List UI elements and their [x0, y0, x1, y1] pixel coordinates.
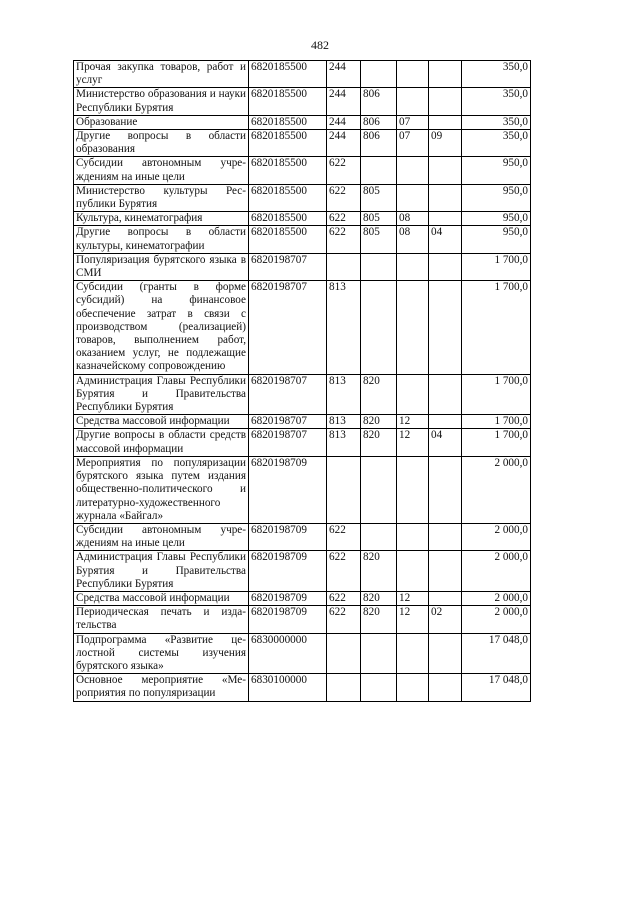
- row-name: Мероприятия по популяризации бурятского языка путем издания общественно-политического и литературно-художественного журнала «Байгал»: [76, 456, 246, 522]
- row-expense-type: 622: [329, 606, 346, 619]
- table-row: [74, 226, 531, 253]
- row-target-code: 6820198707: [251, 429, 307, 442]
- budget-table: [73, 60, 531, 702]
- table-row: [74, 130, 531, 157]
- row-amount-cell: [462, 130, 531, 157]
- row-name-cell: [74, 415, 249, 429]
- row-expense-type-cell: [327, 374, 361, 415]
- row-administrator: 820: [363, 415, 380, 428]
- row-amount: 2 000,0: [494, 606, 528, 619]
- row-name-cell: [74, 633, 249, 674]
- row-amount-cell: [462, 551, 531, 592]
- row-amount: 1 700,0: [494, 281, 528, 294]
- row-section-cell: [397, 184, 429, 211]
- row-target-code-cell: [249, 551, 327, 592]
- row-amount: 1 700,0: [494, 374, 528, 387]
- row-expense-type-cell: [327, 226, 361, 253]
- row-amount-cell: [462, 61, 531, 88]
- table-row: [74, 281, 531, 374]
- row-name: Культура, кинематография: [76, 212, 203, 225]
- row-target-code-cell: [249, 115, 327, 129]
- row-target-code-cell: [249, 633, 327, 674]
- table-row: [74, 551, 531, 592]
- row-administrator-cell: [361, 523, 397, 550]
- row-expense-type-cell: [327, 88, 361, 115]
- row-administrator-cell: [361, 415, 397, 429]
- row-name: Образование: [76, 115, 138, 128]
- row-expense-type-cell: [327, 253, 361, 280]
- row-subsection-cell: [429, 633, 462, 674]
- row-name: Прочая закупка товаров, работ и услуг: [76, 61, 246, 87]
- row-administrator: 806: [363, 130, 380, 143]
- row-expense-type-cell: [327, 429, 361, 456]
- row-target-code-cell: [249, 88, 327, 115]
- row-target-code: 6820198707: [251, 374, 307, 387]
- row-target-code-cell: [249, 61, 327, 88]
- row-name: Средства массовой информации: [76, 415, 230, 428]
- row-target-code: 6820198709: [251, 606, 307, 619]
- row-expense-type-cell: [327, 130, 361, 157]
- row-amount-cell: [462, 253, 531, 280]
- row-administrator: 820: [363, 606, 380, 619]
- row-target-code-cell: [249, 281, 327, 374]
- row-amount-cell: [462, 88, 531, 115]
- row-name-cell: [74, 157, 249, 184]
- row-administrator-cell: [361, 591, 397, 605]
- row-name-cell: [74, 115, 249, 129]
- row-name-cell: [74, 429, 249, 456]
- row-target-code-cell: [249, 157, 327, 184]
- row-target-code: 6820185500: [251, 61, 307, 73]
- row-expense-type-cell: [327, 674, 361, 701]
- row-target-code: 6820185500: [251, 157, 307, 170]
- row-expense-type: 622: [329, 157, 346, 170]
- row-section: 12: [399, 415, 411, 428]
- row-amount-cell: [462, 523, 531, 550]
- row-target-code-cell: [249, 253, 327, 280]
- row-section-cell: [397, 551, 429, 592]
- row-amount-cell: [462, 456, 531, 523]
- row-amount-cell: [462, 674, 531, 701]
- row-target-code: 6820185500: [251, 226, 307, 239]
- row-administrator-cell: [361, 88, 397, 115]
- row-name: Подпрограмма «Развитие целостной системы изучения бурятского языка»: [76, 633, 246, 672]
- row-target-code: 6820185500: [251, 88, 307, 101]
- row-subsection-cell: [429, 157, 462, 184]
- row-section-cell: [397, 281, 429, 374]
- row-section-cell: [397, 374, 429, 415]
- row-name: Министерство культуры Республики Бурятия: [76, 184, 246, 211]
- row-administrator-cell: [361, 253, 397, 280]
- row-expense-type: 813: [329, 374, 346, 387]
- row-target-code: 6820185500: [251, 184, 307, 197]
- row-administrator-cell: [361, 130, 397, 157]
- row-name-cell: [74, 674, 249, 701]
- row-subsection-cell: [429, 415, 462, 429]
- row-name: Администрация Главы Республики Бурятия и Правительства Республики Бурятия: [76, 551, 246, 590]
- row-name-cell: [74, 253, 249, 280]
- row-target-code: 6820185500: [251, 212, 307, 225]
- row-section-cell: [397, 61, 429, 88]
- row-section-cell: [397, 226, 429, 253]
- row-target-code: 6820198707: [251, 253, 307, 266]
- row-administrator-cell: [361, 281, 397, 374]
- row-amount: 1 700,0: [494, 429, 528, 442]
- table-row: [74, 212, 531, 226]
- row-subsection-cell: [429, 606, 462, 633]
- row-name-cell: [74, 130, 249, 157]
- row-name: Периодическая печать и издательства: [76, 606, 246, 632]
- row-expense-type: 244: [329, 130, 346, 143]
- row-target-code-cell: [249, 456, 327, 523]
- row-expense-type-cell: [327, 115, 361, 129]
- row-subsection: 04: [431, 226, 443, 239]
- row-name: Субсидии (гранты в форме субсидий) на финансовое обеспечение затрат в связи с производством (реализацией) товаров, выполнением работ, оказанием услуг, не подлежащие казначейскому сопровождению: [76, 281, 246, 373]
- row-name-cell: [74, 456, 249, 523]
- row-administrator: 820: [363, 429, 380, 442]
- row-name-cell: [74, 184, 249, 211]
- row-subsection-cell: [429, 523, 462, 550]
- row-administrator-cell: [361, 115, 397, 129]
- row-administrator-cell: [361, 606, 397, 633]
- row-amount: 350,0: [502, 130, 528, 143]
- row-target-code: 6820198707: [251, 281, 307, 294]
- row-amount: 350,0: [502, 115, 528, 128]
- row-section-cell: [397, 523, 429, 550]
- row-amount-cell: [462, 591, 531, 605]
- row-name: Министерство образования и науки Республики Бурятия: [76, 88, 246, 114]
- row-expense-type: 244: [329, 88, 346, 101]
- table-row: [74, 415, 531, 429]
- row-subsection: 02: [431, 606, 443, 619]
- row-section-cell: [397, 674, 429, 701]
- row-expense-type-cell: [327, 633, 361, 674]
- row-section-cell: [397, 253, 429, 280]
- row-subsection-cell: [429, 88, 462, 115]
- row-administrator: 806: [363, 115, 380, 128]
- row-expense-type: 622: [329, 226, 346, 239]
- row-amount: 1 700,0: [494, 415, 528, 428]
- row-amount: 950,0: [502, 226, 528, 239]
- table-row: [74, 115, 531, 129]
- row-section-cell: [397, 415, 429, 429]
- row-name: Администрация Главы Республики Бурятия и Правительства Республики Бурятия: [76, 374, 246, 414]
- row-target-code: 6820198709: [251, 591, 307, 604]
- table-row: [74, 374, 531, 415]
- row-subsection-cell: [429, 130, 462, 157]
- row-section-cell: [397, 212, 429, 226]
- row-expense-type-cell: [327, 61, 361, 88]
- row-expense-type: 622: [329, 551, 346, 564]
- row-expense-type-cell: [327, 157, 361, 184]
- row-subsection-cell: [429, 374, 462, 415]
- row-expense-type-cell: [327, 184, 361, 211]
- table-row: [74, 61, 531, 88]
- row-section-cell: [397, 157, 429, 184]
- row-expense-type: 622: [329, 184, 346, 197]
- row-target-code-cell: [249, 606, 327, 633]
- row-expense-type-cell: [327, 551, 361, 592]
- row-administrator-cell: [361, 456, 397, 523]
- row-amount-cell: [462, 374, 531, 415]
- row-section-cell: [397, 429, 429, 456]
- row-amount-cell: [462, 184, 531, 211]
- row-target-code-cell: [249, 429, 327, 456]
- row-expense-type-cell: [327, 212, 361, 226]
- row-subsection-cell: [429, 115, 462, 129]
- row-subsection-cell: [429, 281, 462, 374]
- row-target-code: 6820198709: [251, 523, 307, 536]
- row-subsection-cell: [429, 212, 462, 226]
- table-row: [74, 184, 531, 211]
- row-amount-cell: [462, 212, 531, 226]
- row-section: 12: [399, 429, 411, 442]
- row-target-code: 6820198709: [251, 456, 307, 469]
- row-expense-type: 813: [329, 429, 346, 442]
- row-administrator: 820: [363, 551, 380, 564]
- row-administrator: 820: [363, 591, 380, 604]
- row-expense-type-cell: [327, 523, 361, 550]
- row-expense-type-cell: [327, 606, 361, 633]
- table-row: [74, 253, 531, 280]
- row-amount-cell: [462, 606, 531, 633]
- row-name-cell: [74, 551, 249, 592]
- row-name-cell: [74, 606, 249, 633]
- row-expense-type: 622: [329, 591, 346, 604]
- row-administrator-cell: [361, 674, 397, 701]
- row-administrator-cell: [361, 212, 397, 226]
- row-amount-cell: [462, 115, 531, 129]
- table-row: [74, 591, 531, 605]
- row-amount: 350,0: [502, 61, 528, 73]
- row-expense-type: 813: [329, 415, 346, 428]
- row-target-code-cell: [249, 184, 327, 211]
- row-target-code-cell: [249, 591, 327, 605]
- row-amount: 2 000,0: [494, 551, 528, 564]
- row-administrator-cell: [361, 633, 397, 674]
- row-section-cell: [397, 606, 429, 633]
- row-target-code: 6820185500: [251, 130, 307, 143]
- row-administrator: 805: [363, 212, 380, 225]
- table-row: [74, 523, 531, 550]
- row-target-code-cell: [249, 374, 327, 415]
- row-administrator-cell: [361, 429, 397, 456]
- row-amount: 2 000,0: [494, 523, 528, 536]
- row-section-cell: [397, 130, 429, 157]
- row-expense-type: 622: [329, 523, 346, 536]
- row-section: 12: [399, 606, 411, 619]
- table-row: [74, 633, 531, 674]
- row-section-cell: [397, 88, 429, 115]
- row-name-cell: [74, 281, 249, 374]
- row-amount: 17 048,0: [488, 633, 528, 646]
- row-expense-type: 813: [329, 281, 346, 294]
- row-name-cell: [74, 212, 249, 226]
- table-row: [74, 429, 531, 456]
- row-target-code-cell: [249, 130, 327, 157]
- row-name: Средства массовой информации: [76, 591, 230, 604]
- row-subsection-cell: [429, 456, 462, 523]
- row-subsection-cell: [429, 551, 462, 592]
- row-subsection: 09: [431, 130, 443, 143]
- row-name: Основное мероприятие «Мероприятия по популяризации: [76, 674, 246, 700]
- row-expense-type: 622: [329, 212, 346, 225]
- budget-table-body: [74, 61, 531, 702]
- row-target-code: 6820198707: [251, 415, 307, 428]
- row-target-code-cell: [249, 212, 327, 226]
- row-amount: 350,0: [502, 88, 528, 101]
- row-administrator: 806: [363, 88, 380, 101]
- table-row: [74, 157, 531, 184]
- page-number: 482: [311, 38, 329, 52]
- row-expense-type: 244: [329, 115, 346, 128]
- row-target-code-cell: [249, 415, 327, 429]
- row-subsection-cell: [429, 61, 462, 88]
- row-expense-type: 244: [329, 61, 346, 73]
- table-row: [74, 674, 531, 701]
- row-name-cell: [74, 591, 249, 605]
- row-name: Другие вопросы в области культуры, кинематографии: [76, 226, 246, 252]
- row-section-cell: [397, 456, 429, 523]
- row-amount: 950,0: [502, 157, 528, 170]
- row-amount-cell: [462, 415, 531, 429]
- row-name: Субсидии автономным учреждениям на иные цели: [76, 157, 246, 183]
- row-expense-type-cell: [327, 415, 361, 429]
- row-administrator-cell: [361, 551, 397, 592]
- row-target-code: 6820198709: [251, 551, 307, 564]
- row-name: Другие вопросы в области средств массовой информации: [76, 429, 246, 455]
- row-administrator-cell: [361, 157, 397, 184]
- row-section: 07: [399, 115, 411, 128]
- row-amount: 950,0: [502, 212, 528, 225]
- row-administrator: 820: [363, 374, 380, 387]
- row-section-cell: [397, 591, 429, 605]
- row-administrator-cell: [361, 184, 397, 211]
- row-amount-cell: [462, 157, 531, 184]
- table-row: [74, 456, 531, 523]
- row-administrator-cell: [361, 61, 397, 88]
- row-name-cell: [74, 226, 249, 253]
- row-section-cell: [397, 633, 429, 674]
- row-amount-cell: [462, 633, 531, 674]
- row-target-code-cell: [249, 226, 327, 253]
- row-name: Субсидии автономным учреждениям на иные цели: [76, 523, 246, 550]
- row-section: 08: [399, 226, 411, 239]
- row-amount-cell: [462, 281, 531, 374]
- row-subsection-cell: [429, 429, 462, 456]
- row-amount-cell: [462, 429, 531, 456]
- row-name-cell: [74, 523, 249, 550]
- row-amount: 950,0: [502, 184, 528, 197]
- row-expense-type-cell: [327, 591, 361, 605]
- row-subsection-cell: [429, 184, 462, 211]
- row-subsection-cell: [429, 226, 462, 253]
- row-amount-cell: [462, 226, 531, 253]
- row-section: 07: [399, 130, 411, 143]
- row-amount: 2 000,0: [494, 591, 528, 604]
- row-target-code: 6830100000: [251, 674, 307, 687]
- row-target-code: 6830000000: [251, 633, 307, 646]
- row-section: 12: [399, 591, 411, 604]
- row-administrator: 805: [363, 184, 380, 197]
- row-target-code-cell: [249, 674, 327, 701]
- row-expense-type-cell: [327, 281, 361, 374]
- row-name-cell: [74, 374, 249, 415]
- row-administrator: 805: [363, 226, 380, 239]
- row-expense-type-cell: [327, 456, 361, 523]
- row-name: Популяризация бурятского языка в СМИ: [76, 253, 246, 280]
- row-name-cell: [74, 61, 249, 88]
- table-row: [74, 88, 531, 115]
- row-name: Другие вопросы в области образования: [76, 130, 246, 156]
- table-row: [74, 606, 531, 633]
- row-section: 08: [399, 212, 411, 225]
- row-administrator-cell: [361, 374, 397, 415]
- row-amount: 2 000,0: [494, 456, 528, 469]
- row-section-cell: [397, 115, 429, 129]
- row-subsection-cell: [429, 674, 462, 701]
- row-subsection: 04: [431, 429, 443, 442]
- row-amount: 1 700,0: [494, 253, 528, 266]
- row-target-code: 6820185500: [251, 115, 307, 128]
- row-subsection-cell: [429, 253, 462, 280]
- row-name-cell: [74, 88, 249, 115]
- row-subsection-cell: [429, 591, 462, 605]
- row-amount: 17 048,0: [488, 674, 528, 687]
- row-target-code-cell: [249, 523, 327, 550]
- row-administrator-cell: [361, 226, 397, 253]
